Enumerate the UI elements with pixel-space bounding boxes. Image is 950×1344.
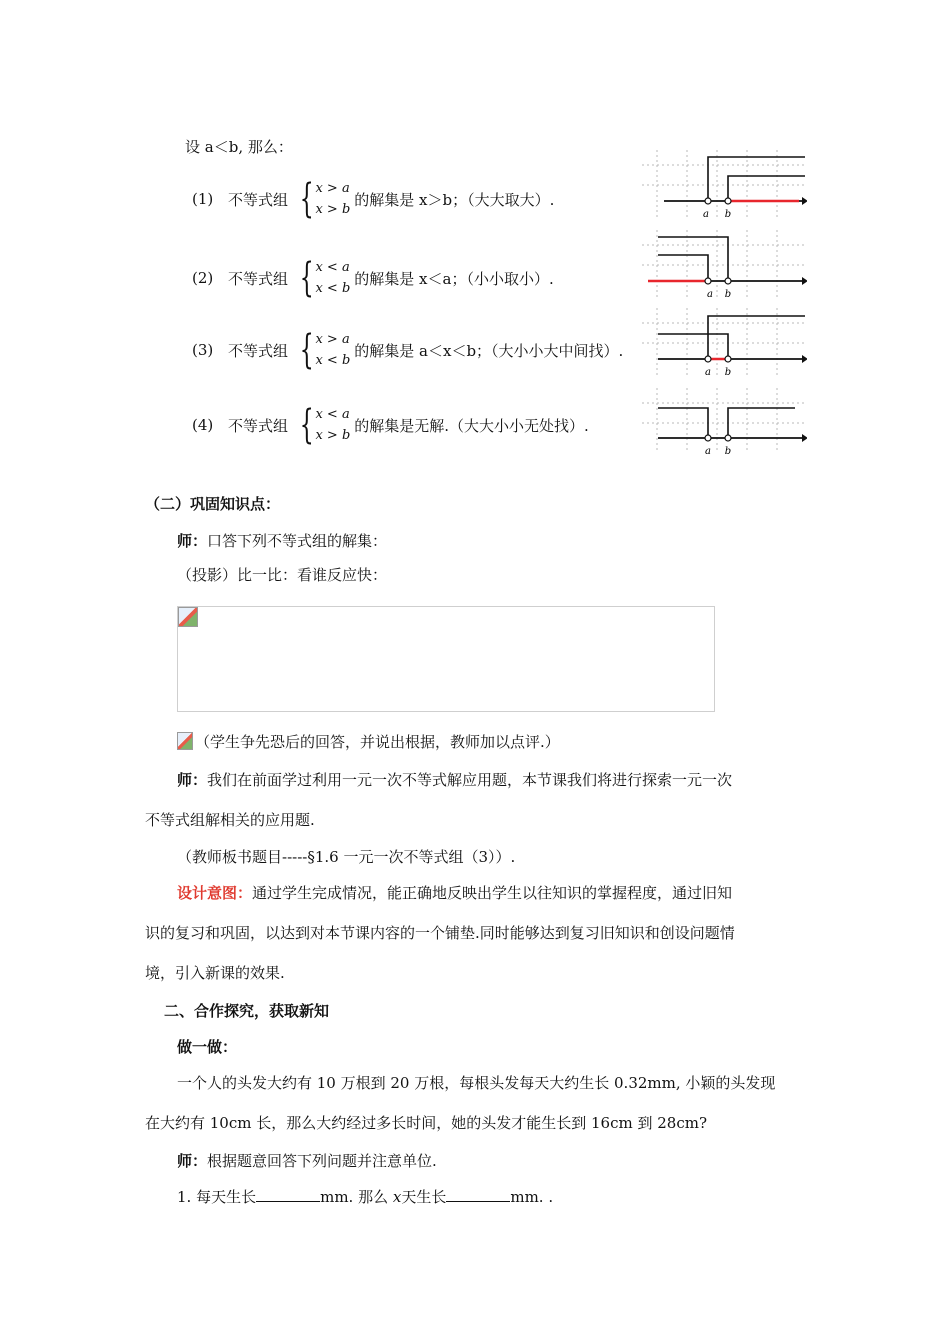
question-1	[177, 1187, 553, 1207]
label-b: b	[724, 289, 732, 300]
system-line-2: x > b	[315, 428, 351, 443]
design-intent-label: 设计意图：	[177, 884, 253, 902]
teacher-label: 师：	[177, 771, 208, 789]
system-prefix: 不等式组	[228, 416, 289, 435]
system-prefix: 不等式组	[228, 269, 289, 288]
label-a: a	[705, 446, 711, 457]
item-number: (2)	[192, 269, 214, 287]
design-intent-line-3: 境，引入新课的效果.	[145, 964, 285, 982]
label-a: a	[703, 209, 709, 220]
system-solution: 的解集是 a＜x＜b；（大小小大中间找）.	[354, 341, 624, 360]
system-brace: { x < a x < b	[299, 255, 351, 301]
system-solution: 的解集是 x＜a；（小小取小）.	[354, 269, 554, 288]
number-line-diagram-3	[642, 308, 807, 378]
label-b: b	[724, 209, 732, 220]
problem-line-1: 一个人的头发大约有 10 万根到 20 万根，每根头发每天大约生长 0.32mm, 小颖的头发现	[177, 1074, 776, 1092]
system-brace: { x > a x < b	[299, 327, 351, 373]
inequality-system-2	[192, 256, 554, 300]
teacher-label: 师：	[177, 1152, 208, 1170]
problem-line-2: 在大约有 10cm 长，那么大约经过多长时间，她的头发才能生长到 16cm 到 28cm?	[145, 1114, 708, 1132]
system-line-2: x < b	[315, 281, 351, 296]
system-solution: 的解集是 x＞b；（大大取大）.	[354, 190, 555, 209]
section-heading-two: 二、合作探究，获取新知	[164, 1002, 330, 1020]
inequality-system-1	[192, 177, 554, 221]
item-number: (4)	[192, 416, 214, 434]
design-intent-text: 通过学生完成情况，能正确地反映出学生以往知识的掌握程度，通过旧知	[252, 884, 733, 902]
number-line-diagram-2	[642, 230, 807, 300]
teacher-label: 师：	[177, 532, 208, 550]
broken-image-icon	[178, 607, 198, 627]
item-number: (1)	[192, 190, 214, 208]
teacher-line-3	[177, 1151, 437, 1171]
system-line-2: x > b	[315, 202, 351, 217]
inequality-system-3	[192, 328, 623, 372]
label-a: a	[707, 289, 713, 300]
teacher-text: 根据题意回答下列问题并注意单位.	[207, 1152, 437, 1170]
broken-image-icon	[177, 732, 193, 750]
label-a: a	[705, 367, 711, 378]
student-answer-text: （学生争先恐后的回答，并说出根据，教师加以点评.）	[195, 733, 560, 751]
design-intent-line-1	[177, 883, 732, 903]
answer-blank-2[interactable]	[446, 1187, 510, 1202]
variable-x: x	[392, 1188, 402, 1206]
question-1-part-b: mm. 那么	[320, 1188, 389, 1206]
section-heading-consolidate: （二）巩固知识点：	[145, 495, 281, 513]
board-title-line: （教师板书题目-----§1.6 一元一次不等式组（3））.	[177, 848, 516, 866]
system-line-2: x < b	[315, 353, 351, 368]
student-answer-line	[177, 732, 560, 752]
intro-text: 设 a＜b, 那么：	[185, 138, 293, 156]
question-1-part-a: 1. 每天生长	[177, 1188, 257, 1206]
label-b: b	[724, 446, 732, 457]
number-line-diagram-4	[642, 388, 807, 458]
teacher-line-2-cont: 不等式组解相关的应用题.	[145, 811, 315, 829]
question-1-part-c: 天生长	[401, 1188, 447, 1206]
system-solution: 的解集是无解.（大大小小无处找）.	[354, 416, 589, 435]
number-line-diagram-1	[642, 150, 807, 220]
system-line-1: x > a	[315, 181, 350, 196]
question-1-part-d: mm. .	[510, 1188, 554, 1206]
system-line-1: x < a	[315, 260, 350, 275]
inequality-system-4	[192, 403, 589, 447]
system-brace: { x < a x > b	[299, 402, 351, 448]
item-number: (3)	[192, 341, 214, 359]
projection-line: （投影）比一比：看谁反应快：	[177, 566, 388, 584]
label-b: b	[724, 367, 732, 378]
teacher-line-2	[177, 770, 732, 790]
system-brace: { x > a x > b	[299, 176, 351, 222]
system-line-1: x > a	[315, 332, 350, 347]
system-prefix: 不等式组	[228, 341, 289, 360]
system-prefix: 不等式组	[228, 190, 289, 209]
projection-image-placeholder	[177, 606, 715, 712]
teacher-line-1	[177, 531, 387, 551]
try-it-label: 做一做：	[177, 1038, 238, 1056]
teacher-text: 口答下列不等式组的解集：	[207, 532, 388, 550]
design-intent-line-2: 识的复习和巩固，以达到对本节课内容的一个铺垫.同时能够达到复习旧知识和创设问题情	[145, 924, 735, 942]
teacher-text: 我们在前面学过利用一元一次不等式解应用题，本节课我们将进行探索一元一次	[207, 771, 733, 789]
system-line-1: x < a	[315, 407, 350, 422]
answer-blank-1[interactable]	[256, 1187, 320, 1202]
